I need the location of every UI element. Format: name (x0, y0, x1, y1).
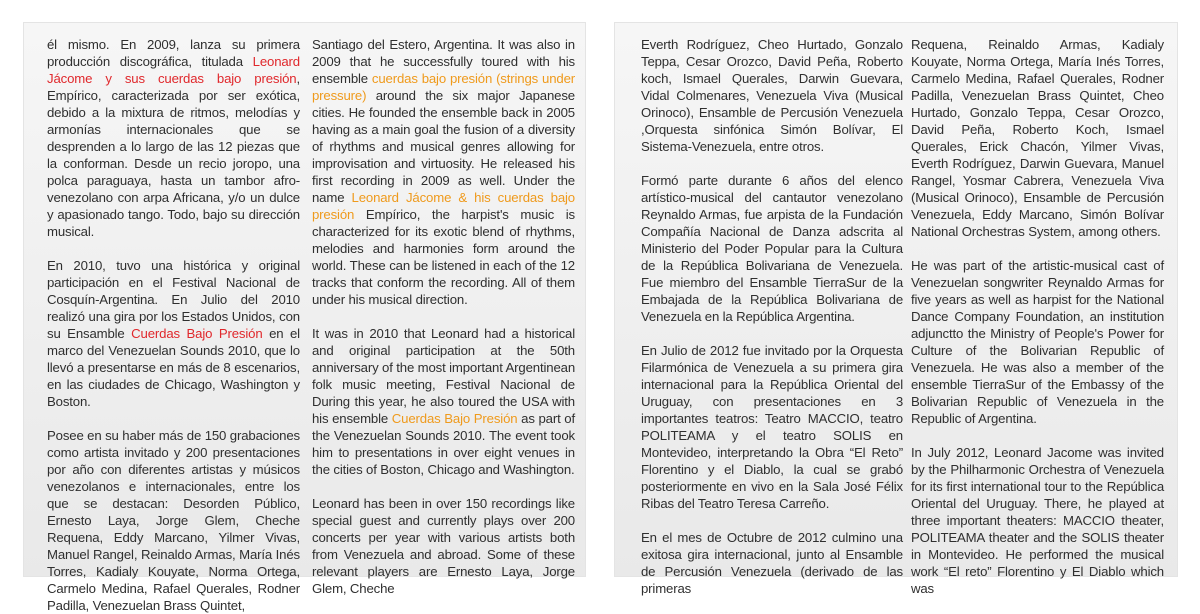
paragraph: Santiago del Estero, Argentina. It was also in 2009 that he successfully toured with his ensemble cuerdas bajo presión (strings under pressure) around the six major Japanese cities. He founded the ensemble back in 2005 having as a main goal the fusion of a diversity of rhythms and musical genres allowing for improvisation and virtuosity. He released his first recording in 2009 as well. Under the name Leonard Jácome & his cuerdas bajo presión Empírico, the harpist's music is characterized for its exotic blend of rhythms, melodies and harmonies form around the world. These can be listened in each of the 12 tracks that conform the recording. All of them under his musical direction. (312, 37, 575, 307)
paragraph: Posee en su haber más de 150 grabaciones como artista invitado y 200 presentaciones por año con diferentes artistas y músicos venezolanos e internacionales, entre los que se destacan: Desorden Público, Ernesto Laya, Jorge Glem, Cheche Requena, Eddy Marcano, Yilmer Vivas, Manuel Rangel, Reinaldo Armas, María Inés Torres, Kadialy Kouyate, Norma Ortega, Carmelo Medina, Rafael Querales, Rodner Padilla, Venezuelan Brass Quintet, (47, 428, 300, 613)
paragraph: Leonard has been in over 150 recordings like special guest and currently plays over 200 concerts per year with various artists both from Venezuela and abroad. Some of these relevant players are Ernesto Laya, Jorge Glem, Cheche (312, 496, 575, 596)
paragraph: In July 2012, Leonard Jacome was invited by the Philharmonic Orchestra of Venezuela for its first international tour to the República Oriental del Uruguay. There, he played at three important theaters: MACCIO theater, POLITEAMA theater and the SOLIS theater in Montevideo. He performed the musical work “El reto” Florentino y El Diablo which was (911, 445, 1164, 596)
paragraph: En Julio de 2012 fue invitado por la Orquesta Filarmónica de Venezuela a su primera gira internacional para la República Oriental del Uruguay, con presentaciones en 3 importantes teatros: Teatro MACCIO, teatro POLITEAMA y el teatro SOLIS en Montevideo, interpretando la Obra “El Reto” Florentino y el Diablo, la cual se grabó posteriormente en vivo en la Sala José Félix Ribas del Teatro Teresa Carreño. (641, 343, 903, 511)
column-3-spanish (641, 36, 903, 597)
paragraph: He was part of the artistic-musical cast of Venezuelan songwriter Reynaldo Armas for five years as well as harpist for the National Dance Company Foundation, an institution adjunctto the Ministry of People's Power for Culture of the Bolivarian Republic of Venezuela. He was also a member of the ensemble TierraSur of the Embassy of the Bolivarian Republic of Venezuela in the Republic of Argentina. (911, 258, 1164, 426)
column-1-spanish (47, 36, 300, 614)
paragraph: Requena, Reinaldo Armas, Kadialy Kouyate, Norma Ortega, María Inés Torres, Carmelo Medina, Rafael Querales, Rodner Padilla, Venezuelan Brass Quintet, Cheo Hurtado, Gonzalo Teppa, Cesar Orozco, David Peña, Roberto Koch, Ismael Querales, Erick Chacón, Yilmer Vivas, Everth Rodríguez, Darwin Guevara, Manuel Rangel, Yosmar Cabrera, Venezuela Viva (Musical Orinoco), Ensamble de Percusión Venezuela, Eddy Marcano, Simón Bolívar National Orchestras System, among others. (911, 37, 1164, 239)
column-2-english (312, 36, 575, 597)
highlight-orange: cuerdas bajo presión (strings under pressure) (312, 71, 575, 103)
paragraph: It was in 2010 that Leonard had a historical and original participation at the 50th anniversary of the most important Argentinean folk music meeting, Festival Nacional de During this year, he also toured the USA with his ensemble Cuerdas Bajo Presión as part of the Venezuelan Sounds 2010. The event took him to presentations in over eight venues in the cities of Boston, Chicago and Washington. (312, 326, 576, 477)
paragraph: Everth Rodríguez, Cheo Hurtado, Gonzalo Teppa, Cesar Orozco, David Peña, Roberto koch, Ismael Querales, Darwin Guevara, Vidal Colmenares, Venezuela Viva (Musical Orinoco), Ensamble de Percusión Venezuela ,Orquesta sinfónica Simón Bolívar, El Sistema-Venezuela, entre otros. (641, 37, 903, 154)
paragraph: él mismo. En 2009, lanza su primera producción discográfica, titulada Leonard Jácome y sus cuerdas bajo presión, Empírico, caracterizada por ser exótica, debido a la mixtura de ritmos, melodías y armonías internacionales que se desprenden a lo largo de las 12 piezas que la conforman. Desde un recio joropo, una polca paraguaya, hasta un tambor afro-venezolano con arpa Africana, y/o un dulce y apasionado tango. Todo, bajo su dirección musical. (47, 37, 300, 239)
highlight-orange: Leonard Jácome & his cuerdas bajo presión (312, 190, 575, 222)
left-page (23, 22, 586, 613)
highlight-red: Cuerdas Bajo Presión (131, 326, 263, 341)
right-page (614, 22, 1178, 596)
paragraph: Formó parte durante 6 años del elenco artístico-musical del cantautor venezolano Reynaldo Armas, fue arpista de la Fundación Compañía Nacional de Danza adscrita al Ministerio del Poder Popular para la Cultura de la República Bolivariana de Venezuela. Fue miembro del Ensamble TierraSur de la Embajada de la República Bolivariana de Venezuela en la República Argentina. (641, 173, 903, 324)
highlight-red: Leonard Jácome y sus cuerdas bajo presión (47, 54, 300, 86)
highlight-orange: Cuerdas Bajo Presión (391, 411, 518, 426)
column-4-english (911, 36, 1164, 597)
paragraph: En el mes de Octubre de 2012 culmino una exitosa gira internacional, junto al Ensamble de Percusión Venezuela (derivado de las primeras (641, 530, 903, 596)
paragraph: En 2010, tuvo una histórica y original participación en el Festival Nacional de Cosquín-Argentina. En Julio del 2010 realizó una gira por los Estados Unidos, con su Ensamble Cuerdas Bajo Presión en el marco del Venezuelan Sounds 2010, que lo llevó a presentarse en más de 8 escenarios, en las ciudades de Chicago, Washington y Boston. (47, 258, 300, 409)
